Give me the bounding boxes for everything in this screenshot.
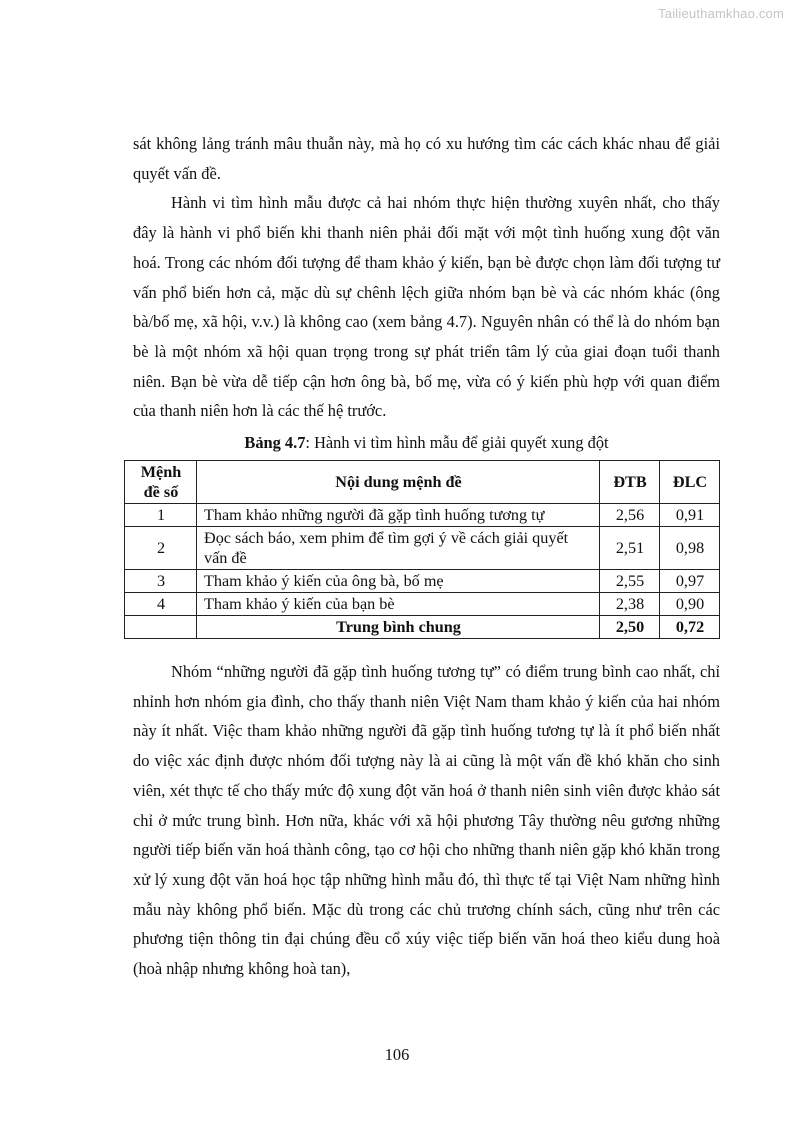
cell-sd: 0,98 bbox=[660, 527, 720, 570]
table-row bbox=[125, 504, 720, 527]
summary-label: Trung bình chung bbox=[197, 616, 600, 639]
cell-sd: 0,97 bbox=[660, 570, 720, 593]
cell-content: Tham khảo những người đã gặp tình huống tương tự bbox=[197, 504, 600, 527]
cell-mean: 2,55 bbox=[600, 570, 660, 593]
cell-mean: 2,38 bbox=[600, 593, 660, 616]
header-mean: ĐTB bbox=[600, 461, 660, 504]
cell-no: 2 bbox=[125, 527, 197, 570]
table-row bbox=[125, 527, 720, 570]
data-table bbox=[124, 460, 720, 639]
table-header-row bbox=[125, 461, 720, 504]
summary-sd: 0,72 bbox=[660, 616, 720, 639]
table-caption bbox=[133, 432, 720, 454]
table-row bbox=[125, 570, 720, 593]
cell-no: 1 bbox=[125, 504, 197, 527]
page-number: 106 bbox=[384, 1045, 410, 1064]
cell-sd: 0,90 bbox=[660, 593, 720, 616]
cell-sd: 0,91 bbox=[660, 504, 720, 527]
cell-no: 4 bbox=[125, 593, 197, 616]
cell-content: Tham khảo ý kiến của ông bà, bố mẹ bbox=[197, 570, 600, 593]
paragraph-1: sát không lảng tránh mâu thuẫn này, mà họ có xu hướng tìm các cách khác nhau để giải quyết vấn đề. bbox=[133, 134, 720, 183]
cell-no: 3 bbox=[125, 570, 197, 593]
header-sd: ĐLC bbox=[660, 461, 720, 504]
cell-empty bbox=[125, 616, 197, 639]
header-statement-content: Nội dung mệnh đề bbox=[197, 461, 600, 504]
header-statement-no: Mệnh đề số bbox=[125, 461, 197, 504]
table-caption-label: Bảng 4.7 bbox=[244, 433, 306, 453]
cell-mean: 2,51 bbox=[600, 527, 660, 570]
cell-mean: 2,56 bbox=[600, 504, 660, 527]
paragraph-3: Nhóm “những người đã gặp tình huống tương tự” có điểm trung bình cao nhất, chỉ nhỉnh hơn nhóm gia đình, cho thấy thanh niên Việt Nam tham khảo ý kiến của hai nhóm này ít nhất. Việc tham khảo những người đã gặp tình huống tương tự là ít phổ biến nhất do việc xác định được nhóm đối tượng này là ai cũng là một vấn đề khó khăn cho sinh viên, xét thực tế cho thấy mức độ xung đột văn hoá ở thanh niên sinh viên được khảo sát chỉ ở mức trung bình. Hơn nữa, khác với xã hội phương Tây thường nêu gương những người tiếp biến văn hoá thành công, tạo cơ hội cho những thanh niên gặp khó khăn trong xử lý xung đột văn hoá học tập những hình mẫu đó, thì thực tế tại Việt Nam những hình mẫu này không phổ biến. Mặc dù trong các chủ trương chính sách, cũng như trên các phương tiện thông tin đại chúng đều cổ xúy việc tiếp biến văn hoá theo kiểu dung hoà (hoà nhập nhưng không hoà tan), bbox=[133, 662, 720, 979]
cell-content: Đọc sách báo, xem phim để tìm gợi ý về cách giải quyết vấn đề bbox=[197, 527, 600, 570]
document-body bbox=[133, 129, 720, 984]
summary-mean: 2,50 bbox=[600, 616, 660, 639]
paragraph-2: Hành vi tìm hình mẫu được cả hai nhóm thực hiện thường xuyên nhất, cho thấy đây là hành vi phổ biến khi thanh niên phải đối mặt với một tình huống xung đột văn hoá. Trong các nhóm đối tượng để tham khảo ý kiến, bạn bè được chọn làm đối tượng tư vấn phổ biến hơn cả, mặc dù sự chênh lệch giữa nhóm bạn bè và các nhóm khác (ông bà/bố mẹ, xã hội, v.v.) là không cao (xem bảng 4.7). Nguyên nhân có thể là do nhóm bạn bè là một nhóm xã hội quan trọng trong sự phát triển tâm lý của giai đoạn tuổi thanh niên. Bạn bè vừa dễ tiếp cận hơn ông bà, bố mẹ, vừa có ý kiến phù hợp với quan điểm của thanh niên hơn là các thế hệ trước. bbox=[133, 193, 720, 421]
table-row bbox=[125, 593, 720, 616]
table-caption-text: : Hành vi tìm hình mẫu để giải quyết xung đột bbox=[305, 433, 609, 453]
cell-content: Tham khảo ý kiến của bạn bè bbox=[197, 593, 600, 616]
table-summary-row bbox=[125, 616, 720, 639]
watermark: Tailieuthamkhao.com bbox=[658, 6, 784, 21]
spacer bbox=[133, 639, 720, 657]
